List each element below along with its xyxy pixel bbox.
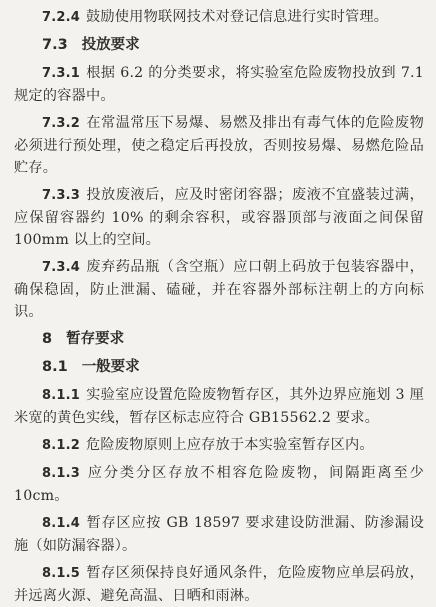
clause-number: 8.1.3 [42, 466, 81, 481]
clause-number: 7.3.3 [42, 188, 81, 203]
section-title: 暂存要求 [66, 331, 125, 347]
clause-text: 根据 6.2 的分类要求，将实验室危险废物投放到 7.1 规定的容器中。 [14, 65, 424, 104]
section-heading-7-3 [42, 34, 424, 56]
clause-number: 7.3.2 [42, 116, 81, 131]
clause-text: 暂存区应按 GB 18597 要求建设防泄漏、防渗漏设施（如防漏容器）。 [14, 515, 424, 554]
clause-number: 8.1.1 [42, 388, 81, 403]
section-title: 投放要求 [81, 37, 140, 53]
section-heading-8-1 [42, 356, 424, 378]
section-title: 一般要求 [81, 359, 140, 375]
section-number: 7.3 [42, 37, 68, 53]
clause-number: 8.1.4 [42, 516, 81, 531]
clause-7-3-1 [14, 62, 424, 107]
clause-text: 实验室应设置危险废物暂存区，其外边界应施划 3 厘米宽的黄色实线，暂存区标志应符合 GB15562.2 要求。 [14, 387, 424, 426]
clause-text: 应分类分区存放不相容危险废物，间隔距离至少 10cm。 [14, 465, 424, 504]
clause-text: 暂存区须保持良好通风条件，危险废物应单层码放，并远离火源、避免高温、日晒和雨淋。 [14, 565, 424, 604]
clause-8-1-4 [14, 512, 424, 557]
section-heading-8 [42, 328, 424, 350]
clause-7-2-4 [14, 6, 424, 29]
clause-7-3-2 [14, 112, 424, 179]
clause-number: 8.1.5 [42, 566, 81, 581]
clause-number: 8.1.2 [42, 438, 81, 453]
clause-text: 鼓励使用物联网技术对登记信息进行实时管理。 [86, 9, 389, 25]
clause-text: 在常温常压下易爆、易燃及排出有毒气体的危险废物必须进行预处理，使之稳定后再投放，否则按易爆、易燃危险品贮存。 [14, 115, 424, 176]
clause-8-1-3 [14, 462, 424, 507]
clause-number: 7.3.4 [42, 260, 81, 275]
clause-7-3-4 [14, 256, 424, 323]
clause-8-1-2 [14, 434, 424, 457]
clause-number: 7.2.4 [42, 10, 81, 25]
section-number: 8.1 [42, 359, 68, 375]
clause-number: 7.3.1 [42, 66, 81, 81]
clause-text: 危险废物原则上应存放于本实验室暂存区内。 [86, 437, 374, 453]
clause-text: 投放废液后，应及时密闭容器；废液不宜盛装过满，应保留容器约 10% 的剩余容积，或容器顶部与液面之间保留 100mm 以上的空间。 [14, 187, 424, 248]
section-number: 8 [42, 331, 53, 347]
clause-8-1-1 [14, 384, 424, 429]
clause-text: 废弃药品瓶（含空瓶）应口朝上码放于包装容器中，确保稳固，防止泄漏、磕碰，并在容器外部标注朝上的方向标识。 [14, 259, 424, 320]
clause-8-1-5 [14, 562, 424, 607]
clause-7-3-3 [14, 184, 424, 251]
